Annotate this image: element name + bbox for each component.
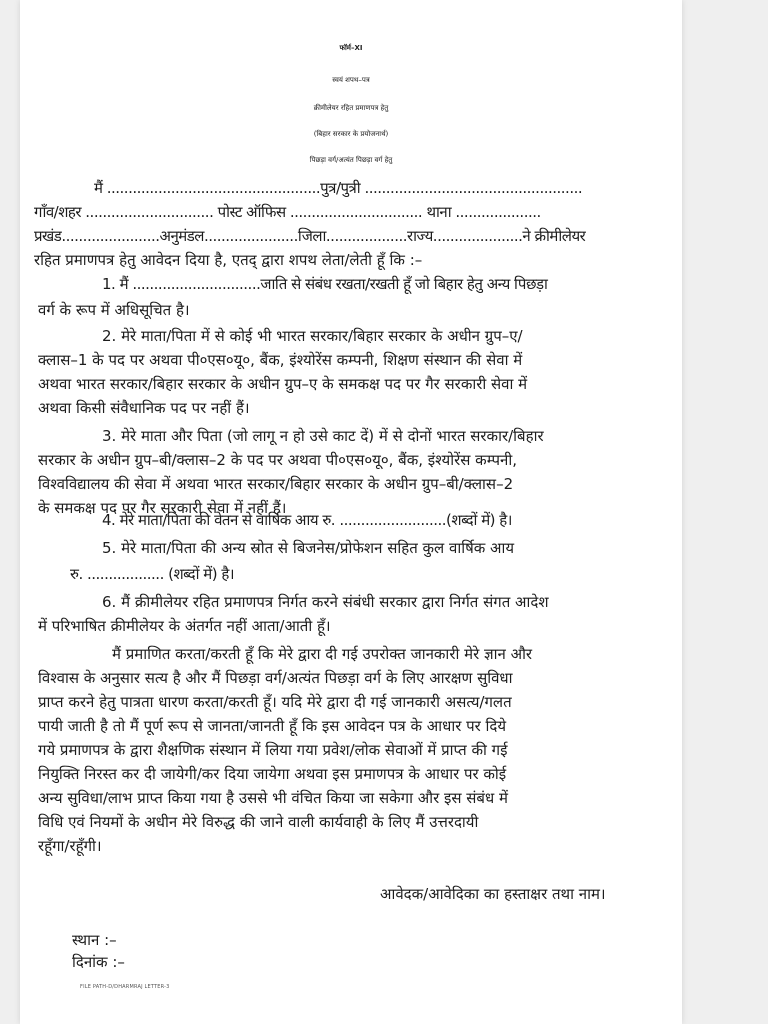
- clause-3-line-4: के समकक्ष पद पर गैर सरकारी सेवा में नहीं हैं।: [38, 499, 287, 517]
- declaration-line-7: अन्य सुविधा/लाभ प्राप्त किया गया है उससे भी वंचित किया जा सकेगा और इस संबंध में: [38, 789, 508, 807]
- heading-purpose: क्रीमीलेयर रहित प्रमाणपत्र हेतु: [313, 104, 389, 112]
- declaration-line-9: रहूँगा/रहूँगी।: [38, 837, 102, 855]
- declaration-line-3: प्राप्त करने हेतु पात्रता धारण करता/करती हूँ। यदि मेरे द्वारा दी गई जानकारी असत्य/गलत: [38, 693, 512, 711]
- heading-affidavit: स्वयं शपथ–पत्र: [332, 76, 370, 84]
- field-block-district-state: प्रखंड.......................अनुमंडल......................जिला...................राज्य.....................ने क्रीमीलेयर: [34, 227, 586, 245]
- clause-2: 2. मेरे माता/पिता में से कोई भी भारत सरकार/बिहार सरकार के अधीन ग्रुप–ए/: [102, 327, 523, 345]
- signature-label: आवेदक/आवेदिका का हस्ताक्षर तथा नाम।: [380, 885, 606, 903]
- clause-2-line-3: अथवा भारत सरकार/बिहार सरकार के अधीन ग्रुप–ए के समकक्ष पद पर गैर सरकारी सेवा में: [38, 375, 528, 393]
- heading-category: पिछड़ा वर्ग/अत्यंत पिछड़ा वर्ग हेतु: [309, 156, 393, 164]
- declaration-line-1: मैं प्रमाणित करता/करती हूँ कि मेरे द्वारा दी गई उपरोक्त जानकारी मेरे ज्ञान और: [112, 645, 533, 663]
- clause-3: 3. मेरे माता और पिता (जो लागू न हो उसे काट दें) में से दोनों भारत सरकार/बिहार: [102, 427, 544, 445]
- declaration-line-5: गये प्रमाणपत्र के द्वारा शैक्षणिक संस्थान में लिया गया प्रवेश/लोक सेवाओं में प्राप्त की गई: [38, 741, 508, 759]
- date-label: दिनांक :–: [72, 953, 125, 971]
- clause-3-line-2: सरकार के अधीन ग्रुप–बी/क्लास–2 के पद पर अथवा पी०एस०यू०, बैंक, इंश्योरेंस कम्पनी,: [38, 451, 517, 469]
- clause-6-cont: में परिभाषित क्रीमीलेयर के अंतर्गत नहीं आता/आती हूँ।: [38, 617, 331, 635]
- clause-5-cont: रु. .................. (शब्दों में) है।: [70, 565, 235, 583]
- footer-file-path: FILE PATH-D/DHARMRAJ LETTER-3: [80, 984, 170, 990]
- clause-5: 5. मेरे माता/पिता की अन्य स्रोत से बिजनेस/प्रोफेशन सहित कुल वार्षिक आय: [102, 539, 515, 557]
- clause-1-cont: वर्ग के रूप में अधिसूचित है।: [38, 301, 190, 319]
- clause-2-line-2: क्लास–1 के पद पर अथवा पी०एस०यू०, बैंक, इंश्योरेंस कम्पनी, शिक्षण संस्थान की सेवा में: [38, 351, 523, 369]
- clause-3-line-3: विश्वविद्यालय की सेवा में अथवा भारत सरकार/बिहार सरकार के अधीन ग्रुप–बी/क्लास–2: [38, 475, 514, 493]
- document-page: [20, 0, 682, 1024]
- field-village-post-thana: गाँव/शहर .............................. पोस्ट ऑफिस ............................... थाना ....................: [34, 203, 541, 221]
- declaration-line-2: विश्वास के अनुसार सत्य है और मैं पिछड़ा वर्ग/अत्यंत पिछड़ा वर्ग के लिए आरक्षण सुविधा: [38, 669, 513, 687]
- declaration-line-6: नियुक्ति निरस्त कर दी जायेगी/कर दिया जायेगा अथवा इस प्रमाणपत्र के आधार पर कोई: [38, 765, 507, 783]
- clause-6: 6. मैं क्रीमीलेयर रहित प्रमाणपत्र निर्गत करने संबंधी सरकार द्वारा निर्गत संगत आदेश: [102, 593, 549, 611]
- clause-2-line-4: अथवा किसी संवैधानिक पद पर नहीं हैं।: [38, 399, 250, 417]
- form-number: फॉर्म–XI: [339, 44, 363, 52]
- heading-bihar-govt: (बिहार सरकार के प्रयोजनार्थ): [313, 130, 389, 138]
- declaration-line-4: पायी जाती है तो मैं पूर्ण रूप से जानता/जानती हूँ कि इस आवेदन पत्र के आधार पर दिये: [38, 717, 507, 735]
- field-oath-intro: रहित प्रमाणपत्र हेतु आवेदन दिया है, एतद् द्वारा शपथ लेता/लेती हूँ कि :–: [34, 251, 423, 269]
- declaration-line-8: विधि एवं नियमों के अधीन मेरे विरुद्ध की जाने वाली कार्यवाही के लिए मैं उत्तरदायी: [38, 813, 479, 831]
- clause-1: 1. मैं ..............................जाति से संबंध रखता/रखती हूँ जो बिहार हेतु अन्य पिछड़ा: [102, 275, 548, 293]
- clause-4: 4. मेरे माता/पिता की वेतन से वार्षिक आय रु. .........................(शब्दों में) है।: [102, 511, 512, 529]
- field-name-parent: मैं ..................................................पुत्र/पुत्री ...................................................: [94, 179, 583, 197]
- place-label: स्थान :–: [72, 931, 117, 949]
